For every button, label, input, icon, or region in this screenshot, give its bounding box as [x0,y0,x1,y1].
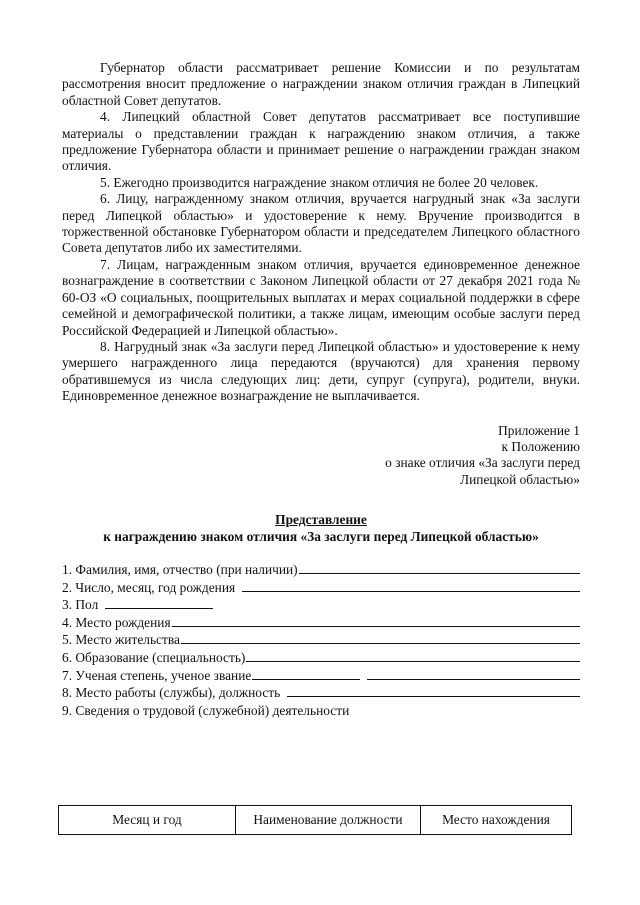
form-field-academic-degree [62,667,580,685]
form-subtitle: к награждению знаком отличия «За заслуги перед Липецкой областью» [103,528,539,544]
appendix-line: Липецкой областью» [460,471,580,487]
table-header-cell: Место нахождения [421,806,572,835]
paragraph-governor: Губернатор области рассматривает решение Комиссии и по результатам рассмотрения вносит предложение о награждении знаком отличия граждан в Липецкий областной Совет депутатов. [62,60,580,108]
fill-line[interactable] [105,596,213,609]
nomination-form [62,561,580,719]
appendix-line: Приложение 1 [498,422,580,438]
form-field-full-name [62,561,580,579]
fill-line[interactable] [181,631,580,644]
form-field-label: 6. Образование (специальность) [62,649,246,665]
form-field-label: 7. Ученая степень, ученое звание [62,667,252,683]
form-field-label: 2. Число, месяц, год рождения [62,579,236,595]
form-field-label: 3. Пол [62,597,99,613]
form-title: Представление [275,512,367,528]
paragraph-8: 8. Нагрудный знак «За заслуги перед Липецкой областью» и удостоверение к нему умершего награжденного лица передаются (вручаются) для хранения первому обратившемуся из числа следующих лиц: дети, супруг (супруга), родители, внуки. Единовременное денежное вознаграждение не выплачивается. [62,338,580,404]
paragraph-5: 5. Ежегодно производится награждение знаком отличия не более 20 человек. [100,174,539,190]
appendix-line: к Положению [501,438,580,454]
table-header-cell: Наименование должности [236,806,421,835]
form-field-career [62,702,580,720]
form-field-label: 4. Место рождения [62,614,171,630]
paragraph-4: 4. Липецкий областной Совет депутатов рассматривает все поступившие материалы о представлении граждан к награждению знаком отличия, а также предложение Губернатора области и принимает решение о награждении граждан знаком отличия. [62,109,580,174]
table-header-row [59,806,572,835]
form-field-workplace [62,684,580,702]
appendix-line: о знаке отличия «За заслуги перед [385,455,580,471]
paragraph-6: 6. Лицу, награжденному знаком отличия, вручается нагрудный знак «За заслуги перед Липецкой областью» и удостоверение к нему. Вручение производится в торжественной обстановке Губернатором области и председателем Липецкого областного Совета депутатов либо их заместителями. [62,191,580,256]
form-field-label: 9. Сведения о трудовой (служебной) деятельности [62,702,350,718]
career-table [58,805,572,835]
fill-line[interactable] [367,667,580,680]
form-field-residence [62,631,580,649]
form-field-sex [62,596,580,614]
form-field-education [62,649,580,667]
appendix-caption [62,423,580,489]
form-heading [62,512,580,545]
paragraph-7: 7. Лицам, награжденным знаком отличия, вручается единовременное денежное вознаграждение в соответствии с Законом Липецкой области от 27 декабря 2021 года № 60-ОЗ «О социальных, поощрительных выплатах и мерах социальной поддержки в сфере семейной и демографической политики, а также лицам, имеющим особые заслуги перед Российской Федерацией и Липецкой областью». [62,256,580,338]
fill-line[interactable] [172,614,580,627]
fill-line[interactable] [299,561,580,574]
fill-line[interactable] [287,684,580,697]
table-header-cell: Месяц и год [59,806,236,835]
fill-line[interactable] [242,579,580,592]
form-field-label: 5. Место жительства [62,632,180,648]
fill-line[interactable] [252,667,360,680]
form-field-birth-date [62,579,580,597]
form-field-label: 1. Фамилия, имя, отчество (при наличии) [62,561,298,577]
fill-line[interactable] [246,649,580,662]
document-body [62,60,580,719]
form-field-birth-place [62,614,580,632]
form-field-label: 8. Место работы (службы), должность [62,685,281,701]
